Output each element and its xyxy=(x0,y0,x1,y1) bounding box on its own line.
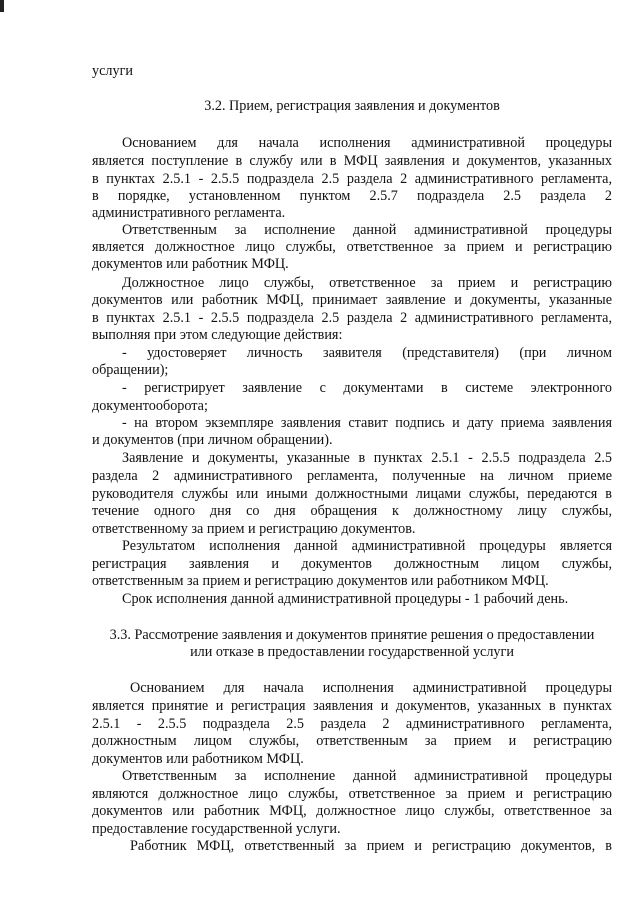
text-line: Ответственным за исполнение данной административной процедуры xyxy=(122,222,612,238)
text-line: 2.5.1 - 2.5.5 подраздела 2.5 раздела 2 административного регламента, xyxy=(92,716,612,732)
text-line: течение одного дня со дня обращения к должностному лицу службы, xyxy=(92,503,612,519)
text-line: обращении); xyxy=(92,362,169,378)
text-line: в порядке, установленном пунктом 2.5.7 подраздела 2.5 раздела 2 xyxy=(92,188,612,204)
text-line: ответственным за прием и регистрацию документов или работником МФЦ. xyxy=(92,573,549,589)
text-line: Срок исполнения данной административной процедуры - 1 рабочий день. xyxy=(122,591,569,607)
text-line: Результатом исполнения данной административной процедуры является xyxy=(122,538,612,554)
text-line: Должностное лицо службы, ответственное за прием и регистрацию xyxy=(122,275,612,291)
text-line: и документов (при личном обращении). xyxy=(92,432,333,448)
text-line: является должностное лицо службы, ответственное за прием и регистрацию xyxy=(92,239,612,255)
text-line: Заявление и документы, указанные в пунктах 2.5.1 - 2.5.5 подраздела 2.5 xyxy=(122,450,612,466)
text-line: руководителя службы или иными должностными лицами службы, передаются в xyxy=(92,486,612,502)
section-heading-3-3: 3.3. Рассмотрение заявления и документов принятие решения о предоставлении xyxy=(109,627,595,643)
text-line: является принятие и регистрация заявления и документов, указанных в пунктах xyxy=(92,698,612,714)
text-line: документов или работник МФЦ, должностное лицо службы, ответственное за xyxy=(92,803,612,819)
text-line: документов или работником МФЦ. xyxy=(92,751,304,767)
scan-mark xyxy=(0,0,4,12)
section-heading-3-3: или отказе в предоставлении государственной услуги xyxy=(190,644,514,660)
text-line: являются должностное лицо службы, ответственное за прием и регистрацию xyxy=(92,786,612,802)
list-item: - удостоверяет личность заявителя (представителя) (при личном xyxy=(122,345,612,361)
text-line: Основанием для начала исполнения административной процедуры xyxy=(122,135,612,151)
section-heading-3-2: 3.2. Прием, регистрация заявления и документов xyxy=(204,98,500,114)
text-line: в пунктах 2.5.1 - 2.5.5 подраздела 2.5 раздела 2 административного регламента, xyxy=(92,171,612,187)
text-line: Ответственным за исполнение данной административной процедуры xyxy=(122,768,612,784)
text-line: регистрация заявления и документов должностным лицом службы, xyxy=(92,556,612,572)
text-line: административного регламента. xyxy=(92,205,286,221)
text-line: документов или работник МФЦ. xyxy=(92,256,289,272)
text-line: Работник МФЦ, ответственный за прием и регистрацию документов, в xyxy=(130,838,612,854)
text-line: документооборота; xyxy=(92,398,208,414)
text-line: предоставление государственной услуги. xyxy=(92,821,341,837)
text-line: Основанием для начала исполнения административной процедуры xyxy=(130,680,612,696)
text-line: в пунктах 2.5.1 - 2.5.5 подраздела 2.5 раздела 2 административного регламента, xyxy=(92,310,612,326)
text-line: выполняя при этом следующие действия: xyxy=(92,327,343,343)
text-line: услуги xyxy=(92,63,133,79)
text-line: является поступление в службу или в МФЦ заявления и документов, указанных xyxy=(92,153,612,169)
text-line: должностным лицом службы, ответственным за прием и регистрацию xyxy=(92,733,612,749)
list-item: - регистрирует заявление с документами в системе электронного xyxy=(122,380,612,396)
text-line: раздела 2 административного регламента, полученные на личном приеме xyxy=(92,468,612,484)
text-line: ответственному за прием и регистрацию документов. xyxy=(92,521,416,537)
text-line: документов или работник МФЦ, принимает заявление и документы, указанные xyxy=(92,292,612,308)
list-item: - на втором экземпляре заявления ставит подпись и дату приема заявления xyxy=(122,415,612,431)
